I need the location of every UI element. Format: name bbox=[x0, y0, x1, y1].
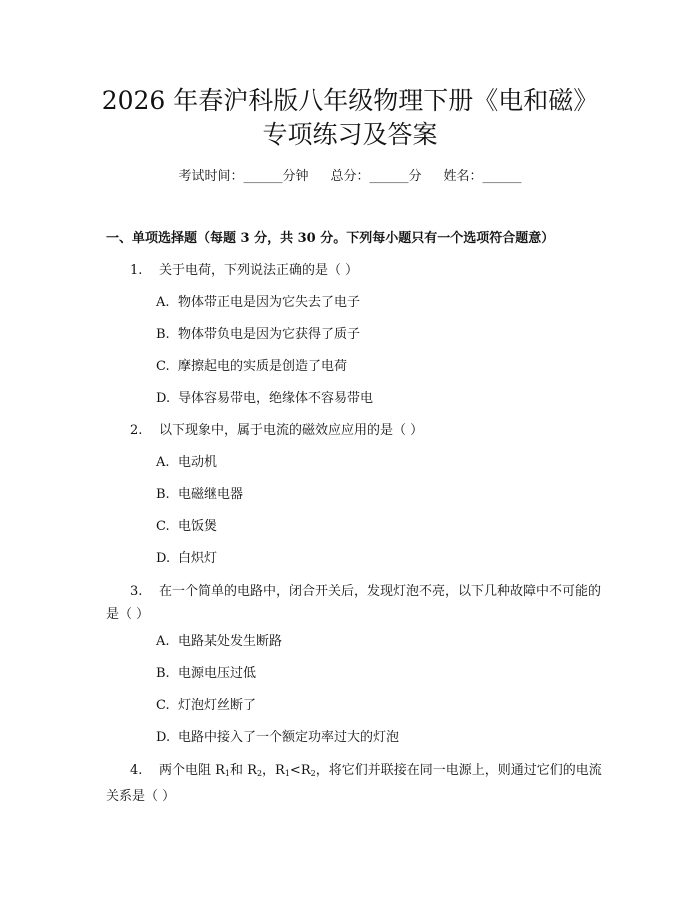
document-title-line1: 2026 年春沪科版八年级物理下册《电和磁》 bbox=[101, 86, 599, 115]
question-2-option-a bbox=[156, 453, 217, 473]
question-text-part: ，R bbox=[262, 763, 285, 778]
option-letter: A. bbox=[156, 295, 170, 310]
question-2-option-c bbox=[156, 517, 217, 537]
option-text: 电饭煲 bbox=[178, 519, 218, 534]
name-label: 姓名：______ bbox=[443, 169, 522, 184]
subscript: 2 bbox=[256, 769, 263, 778]
option-letter: A. bbox=[156, 634, 170, 649]
option-text: 电路中接入了一个额定功率过大的灯泡 bbox=[178, 730, 400, 745]
option-text: 电磁继电器 bbox=[178, 487, 244, 502]
question-text: 在一个简单的电路中，闭合开关后，发现灯泡不亮，以下几种故障中不可能的是（ ） bbox=[106, 584, 602, 622]
question-text: 以下现象中，属于电流的磁效应应用的是（ ） bbox=[159, 423, 424, 438]
total-score-label: 总分：______分 bbox=[330, 169, 422, 184]
option-text: 白炽灯 bbox=[178, 551, 218, 566]
option-letter: C. bbox=[156, 519, 170, 534]
option-text: 导体容易带电，绝缘体不容易带电 bbox=[178, 391, 374, 406]
section-heading: 一、单项选择题（每题 3 分，共 30 分。下列每小题只有一个选项符合题意） bbox=[106, 231, 555, 246]
option-text: 电路某处发生断路 bbox=[178, 634, 283, 649]
question-number: 2. bbox=[130, 423, 143, 438]
question-number: 4. bbox=[130, 763, 143, 778]
question-1-option-b bbox=[156, 325, 360, 345]
question-text-part: <R bbox=[289, 763, 311, 778]
question-2 bbox=[130, 421, 602, 441]
question-4 bbox=[106, 759, 602, 808]
question-1-option-d bbox=[156, 389, 373, 409]
question-text: 关于电荷，下列说法正确的是（ ） bbox=[159, 263, 359, 278]
document-title-line2: 专项练习及答案 bbox=[262, 120, 438, 149]
question-3-option-d bbox=[156, 728, 399, 748]
option-letter: B. bbox=[156, 487, 170, 502]
option-text: 摩擦起电的实质是创造了电荷 bbox=[178, 359, 348, 374]
question-1-option-a bbox=[156, 293, 360, 313]
question-number: 3. bbox=[130, 584, 143, 599]
option-text: 物体带正电是因为它失去了电子 bbox=[178, 295, 361, 310]
option-text: 物体带负电是因为它获得了质子 bbox=[178, 327, 361, 342]
option-letter: A. bbox=[156, 455, 170, 470]
question-text-part: 两个电阻 R bbox=[159, 763, 225, 778]
question-3-option-a bbox=[156, 632, 282, 652]
question-2-option-b bbox=[156, 485, 243, 505]
exam-time-label: 考试时间：______分钟 bbox=[178, 169, 309, 184]
question-3-option-c bbox=[156, 696, 256, 716]
question-number: 1. bbox=[130, 263, 143, 278]
option-letter: D. bbox=[156, 551, 171, 566]
option-text: 灯泡灯丝断了 bbox=[178, 698, 257, 713]
question-2-option-d bbox=[156, 549, 217, 569]
question-3 bbox=[106, 580, 602, 626]
option-letter: B. bbox=[156, 666, 170, 681]
subscript: 1 bbox=[224, 769, 231, 778]
question-3-option-b bbox=[156, 664, 256, 684]
subscript: 1 bbox=[284, 769, 290, 778]
option-text: 电源电压过低 bbox=[178, 666, 257, 681]
option-text: 电动机 bbox=[178, 455, 218, 470]
question-text-part: 和 R bbox=[230, 763, 257, 778]
subscript: 2 bbox=[310, 769, 316, 778]
question-1-option-c bbox=[156, 357, 347, 377]
option-letter: D. bbox=[156, 730, 171, 745]
question-text-part: ，将它们并联接在同一电源上，则通过它们的电流关系是（ ） bbox=[106, 763, 602, 804]
option-letter: C. bbox=[156, 359, 170, 374]
option-letter: D. bbox=[156, 391, 171, 406]
exam-info-line bbox=[0, 167, 700, 187]
question-1 bbox=[130, 261, 602, 281]
option-letter: C. bbox=[156, 698, 170, 713]
option-letter: B. bbox=[156, 327, 170, 342]
